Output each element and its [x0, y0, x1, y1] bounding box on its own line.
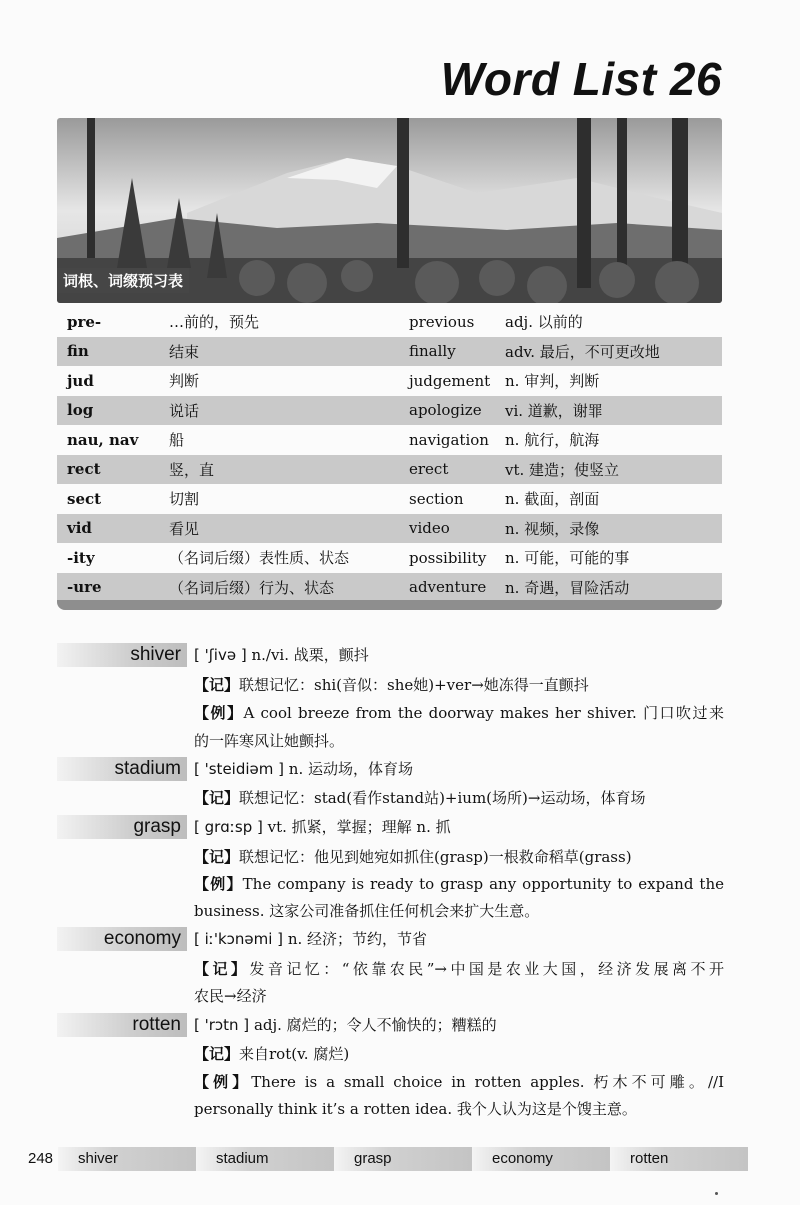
- example-definition: n. 截面，剖面: [505, 490, 600, 509]
- memo-line: [194, 788, 724, 808]
- root: rect: [57, 455, 159, 485]
- entry-header-line: [194, 1015, 724, 1035]
- example-definition: adv. 最后，不可更改地: [495, 337, 722, 367]
- memo-tag: 【记】: [194, 848, 240, 866]
- example-word: adventure: [399, 573, 495, 603]
- memo-tag: 【记】: [194, 676, 240, 694]
- memo-text: 联想记忆：shi(音似：she她)+ver→她冻得一直颤抖: [239, 676, 589, 694]
- footer-word-tabs: [58, 1147, 748, 1171]
- page-footer: [28, 1147, 718, 1171]
- entry-word-economy: economy: [57, 927, 187, 951]
- memo-text: 来自rot(v. 腐烂): [239, 1045, 350, 1063]
- entry-word-rotten: rotten: [57, 1013, 187, 1037]
- example-word: finally: [399, 337, 495, 367]
- root: sect: [67, 489, 102, 508]
- phonetic: [ 'rɔtn ]: [194, 1016, 250, 1034]
- phonetic: [ grɑːsp ]: [194, 818, 263, 836]
- example-line-continued: 的一阵寒风让她颤抖。: [194, 732, 345, 750]
- example-word: navigation: [409, 430, 489, 449]
- footer-tab-stadium: stadium: [196, 1147, 334, 1171]
- root-meaning: （名词后缀）表性质、状态: [169, 549, 350, 568]
- root-meaning: 竖，直: [159, 455, 399, 485]
- example-word: erect: [399, 455, 495, 485]
- example-word: possibility: [409, 548, 487, 567]
- example-word: video: [399, 514, 495, 544]
- entry-header-line: [194, 759, 724, 779]
- table-row: [57, 484, 722, 514]
- root-meaning: 切割: [169, 490, 200, 509]
- memo-line-continued: 农民→经济: [194, 987, 267, 1005]
- definition: vt. 抓紧，掌握；理解 n. 抓: [267, 818, 451, 836]
- phonetic: [ iː'kɔnəmi ]: [194, 930, 284, 948]
- page-title: Word List 26: [440, 53, 722, 105]
- entry-word-shiver: shiver: [57, 643, 187, 667]
- footer-tab-shiver: shiver: [58, 1147, 196, 1171]
- example-definition: n. 奇遇，冒险活动: [495, 573, 722, 603]
- page-number: 248: [28, 1150, 54, 1167]
- example-tag: 【例】: [194, 875, 243, 893]
- root-meaning: …前的，预先: [169, 313, 260, 332]
- memo-tag: 【记】: [194, 789, 240, 807]
- example-definition: vi. 道歉，谢罪: [495, 396, 722, 426]
- root-meaning: 判断: [169, 372, 200, 391]
- example-line: [194, 703, 724, 723]
- root: vid: [57, 514, 159, 544]
- example-definition: n. 可能，可能的事: [505, 549, 630, 568]
- table-row: [57, 425, 722, 455]
- footer-tab-economy: economy: [472, 1147, 610, 1171]
- example-word: section: [409, 489, 464, 508]
- root: fin: [57, 337, 159, 367]
- table-row: [57, 396, 722, 426]
- root: nau, nav: [67, 430, 139, 449]
- memo-tag: 【记】: [194, 960, 250, 978]
- root-affix-table-label: 词根、词缀预习表: [57, 268, 189, 293]
- phonetic: [ 'steidiəm ]: [194, 760, 284, 778]
- memo-text: 联想记忆：stad(看作stand站)+ium(场所)→运动场，体育场: [239, 789, 646, 807]
- table-row: [57, 514, 722, 544]
- table-row: [57, 573, 722, 603]
- example-word: apologize: [399, 396, 495, 426]
- example-word: judgement: [409, 371, 491, 390]
- phonetic: [ 'ʃivə ]: [194, 646, 247, 664]
- root: log: [57, 396, 159, 426]
- definition: n. 经济；节约，节省: [287, 930, 428, 948]
- example-definition: adj. 以前的: [505, 313, 583, 332]
- footer-tab-grasp: grasp: [334, 1147, 472, 1171]
- example-tag: 【例】: [194, 704, 244, 722]
- entry-header-line: [194, 817, 724, 837]
- example-definition: n. 航行，航海: [505, 431, 600, 450]
- table-row: [57, 307, 722, 337]
- table-footer-bar: [57, 600, 722, 610]
- print-speck: [715, 1192, 718, 1195]
- memo-line: [194, 959, 724, 979]
- example-line-continued: business. 这家公司准备抓住任何机会来扩大生意。: [194, 902, 540, 920]
- entry-word-grasp: grasp: [57, 815, 187, 839]
- memo-line: [194, 1044, 724, 1064]
- example-definition: vt. 建造；使竖立: [495, 455, 722, 485]
- root: pre-: [67, 312, 102, 331]
- root-affix-table: [57, 307, 722, 602]
- footer-tab-rotten: rotten: [610, 1147, 748, 1171]
- root-meaning: 船: [169, 431, 185, 450]
- example-tag: 【例】: [194, 1073, 252, 1091]
- root: -ure: [57, 573, 159, 603]
- root-meaning: （名词后缀）行为、状态: [159, 573, 399, 603]
- memo-tag: 【记】: [194, 1045, 240, 1063]
- example-line: [194, 1072, 724, 1092]
- memo-text: 联想记忆：他见到她宛如抓住(grasp)一根救命稻草(grass): [239, 848, 632, 866]
- root-meaning: 看见: [159, 514, 399, 544]
- example-line: [194, 874, 724, 894]
- table-row: [57, 366, 722, 396]
- example-text: A cool breeze from the doorway makes her shiver. 门口吹过来: [243, 704, 724, 722]
- landscape-banner: [57, 118, 722, 303]
- example-text: There is a small choice in rotten apples. 朽木不可雕。//I: [251, 1073, 724, 1091]
- example-line-continued: personally think it’s a rotten idea. 我个人认为这是个馊主意。: [194, 1100, 637, 1118]
- definition: adj. 腐烂的；令人不愉快的；糟糕的: [253, 1016, 497, 1034]
- memo-line: [194, 847, 724, 867]
- root: -ity: [67, 548, 95, 567]
- example-text: The company is ready to grasp any opportunity to expand the: [242, 875, 724, 893]
- entry-word-stadium: stadium: [57, 757, 187, 781]
- example-word: previous: [409, 312, 475, 331]
- memo-text: 发音记忆：“依靠农民”→中国是农业大国，经济发展离不开: [249, 960, 724, 978]
- entry-header-line: [194, 645, 724, 665]
- root-meaning: 说话: [159, 396, 399, 426]
- root: jud: [67, 371, 94, 390]
- table-row: [57, 543, 722, 573]
- table-row: [57, 337, 722, 367]
- entry-header-line: [194, 929, 724, 949]
- example-definition: n. 审判，判断: [505, 372, 600, 391]
- definition: n. 运动场，体育场: [288, 760, 413, 778]
- memo-line: [194, 675, 724, 695]
- table-row: [57, 455, 722, 485]
- definition: n./vi. 战栗，颤抖: [251, 646, 369, 664]
- root-meaning: 结束: [159, 337, 399, 367]
- example-definition: n. 视频，录像: [495, 514, 722, 544]
